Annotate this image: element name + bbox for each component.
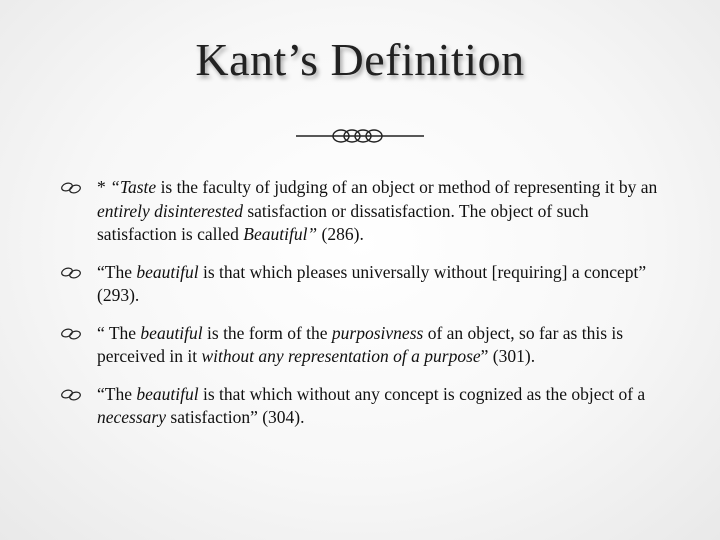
linked-rings-bullet-icon: [60, 266, 82, 280]
bullet-text: [97, 176, 670, 247]
text-segment: “The: [97, 383, 137, 404]
scroll-ornament-icon: [296, 124, 424, 148]
bullet-text: [97, 383, 670, 430]
bullet-text: [97, 261, 670, 308]
italic-text: beautiful: [140, 322, 203, 343]
bullet-item: [60, 261, 670, 308]
italic-text: entirely disinterested: [97, 200, 243, 221]
text-segment: satisfaction or dissatisfaction. The object of such satisfaction is called: [97, 200, 589, 244]
italic-text: purposivness: [331, 322, 424, 343]
bullet-item: [60, 176, 670, 247]
text-segment: satisfaction” (304).: [166, 407, 305, 427]
text-segment: ” (301).: [480, 346, 536, 366]
text-segment: is that which pleases universally without [requiring] a concept” (293).: [97, 261, 647, 305]
bullet-item: [60, 383, 670, 430]
italic-text: Beautiful”: [243, 224, 318, 244]
text-segment: is the form of the: [202, 322, 332, 343]
text-segment: is that which without any concept is cognized as the object of a: [198, 383, 646, 404]
text-segment: “ The: [97, 322, 141, 343]
italic-text: beautiful: [136, 383, 199, 404]
slide-title: Kant’s Definition: [195, 34, 525, 85]
linked-rings-bullet-icon: [60, 388, 82, 402]
bullet-item: [60, 322, 670, 369]
linked-rings-bullet-icon: [60, 327, 82, 341]
bullet-list: [60, 176, 670, 444]
text-segment: *: [97, 177, 111, 197]
text-segment: “The: [97, 261, 137, 282]
italic-text: without any representation of a purpose: [201, 346, 481, 366]
text-segment: (286).: [317, 224, 364, 244]
italic-text: beautiful: [136, 261, 199, 282]
italic-text: necessary: [97, 407, 167, 427]
text-segment: of an object, so far as this is perceived in it: [97, 322, 624, 366]
linked-rings-bullet-icon: [60, 181, 82, 195]
text-segment: is the faculty of judging of an object or method of representing it by an: [156, 177, 658, 197]
bullet-text: [97, 322, 670, 369]
italic-text: “Taste: [110, 177, 157, 197]
